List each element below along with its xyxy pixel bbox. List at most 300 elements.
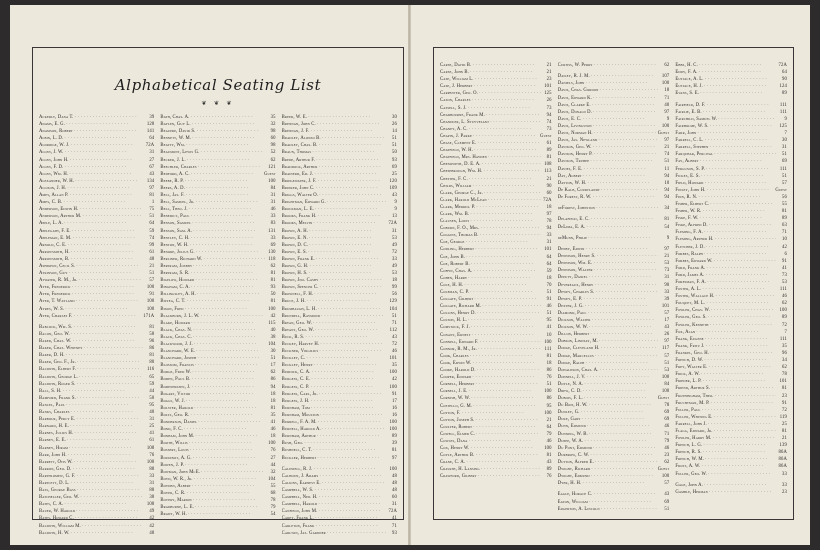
table-number: 100 <box>661 81 670 87</box>
dot-leader <box>191 483 265 490</box>
guest-name: Arnold, C. E. <box>39 242 67 248</box>
table-number: 96 <box>149 339 155 345</box>
guest-name: Dupee, W. A. <box>557 438 584 444</box>
table-number: 51 <box>270 356 276 362</box>
dot-leader <box>312 220 386 227</box>
right-page <box>411 5 810 545</box>
dot-leader <box>191 135 265 142</box>
guest-name: Dodge, Marcellus <box>557 353 594 359</box>
table-number: 72 <box>782 407 788 413</box>
dot-leader <box>66 437 143 444</box>
table-number: 31 <box>270 200 276 206</box>
guest-name: Barney, Hiram <box>39 445 68 451</box>
dot-leader <box>485 112 541 119</box>
seating-entry <box>558 87 670 94</box>
guest-name: Carleton, Frank <box>281 523 315 529</box>
table-number: 53 <box>664 367 670 373</box>
seating-entry <box>675 293 787 300</box>
dot-leader <box>704 76 776 83</box>
dot-leader <box>321 426 386 433</box>
dot-leader <box>592 491 658 498</box>
seating-entry <box>558 416 670 423</box>
table-number: 68 <box>270 490 276 496</box>
dot-leader <box>190 171 264 178</box>
dot-leader <box>698 62 776 69</box>
seating-entry <box>39 263 154 270</box>
guest-name: Fairfield, D. F. <box>675 102 706 108</box>
dot-leader <box>471 97 541 104</box>
table-number: 84 <box>270 185 276 191</box>
table-number: 21 <box>664 254 670 260</box>
guest-name: Bartlett, D. L. <box>39 480 70 486</box>
guest-name: Ebbs, H. C. <box>675 63 698 68</box>
guest-name: Coggins, Thomas B. <box>440 233 479 239</box>
dot-leader <box>709 350 776 357</box>
table-number: 86 <box>149 346 155 352</box>
seating-entry <box>160 171 275 178</box>
guest-name: Ford, Frank A. <box>675 265 706 271</box>
seating-entry <box>39 523 154 530</box>
table-number: 17 <box>270 363 276 369</box>
table-number: 86 <box>270 377 276 383</box>
seating-entry <box>675 463 787 470</box>
dot-leader <box>65 121 143 128</box>
table-number: 31 <box>270 193 276 199</box>
table-number: 56 <box>391 292 397 298</box>
seating-entry <box>558 491 670 498</box>
seating-entry <box>558 338 670 345</box>
guest-name: Bryant, Geo. W. <box>281 327 315 333</box>
guest-name: Blanchard, W. E. <box>160 349 196 355</box>
table-number: 51 <box>546 290 552 295</box>
table-number: 61 <box>149 438 155 444</box>
seating-entry <box>39 423 154 430</box>
dot-leader <box>304 334 386 341</box>
guest-name: Albin, L. D. <box>39 136 64 142</box>
seating-entry <box>440 119 552 126</box>
table-number: 23 <box>664 452 670 458</box>
table-number: 35 <box>270 115 276 120</box>
guest-name: Farrell, C. L. <box>675 138 704 144</box>
guest-name: Devereaux, Henry <box>557 282 594 288</box>
table-number: 59 <box>546 268 552 274</box>
seating-entry <box>675 76 787 83</box>
seating-entry <box>440 126 552 133</box>
seating-entry <box>39 121 154 128</box>
dot-leader <box>698 215 776 222</box>
table-number: 51 <box>149 271 155 277</box>
dot-leader <box>702 449 776 456</box>
table-number: 39 <box>391 441 397 447</box>
seating-entry <box>558 317 670 324</box>
dot-leader <box>472 268 540 275</box>
dot-leader <box>184 462 265 469</box>
seating-entry <box>39 359 154 366</box>
seating-entry <box>558 194 670 201</box>
dot-leader <box>307 114 386 121</box>
dot-leader <box>582 166 658 173</box>
table-number: 71 <box>664 95 670 101</box>
guest-name: Bonham, John M. <box>160 434 195 440</box>
seating-column <box>160 114 275 537</box>
guest-name: Foster, A. L. <box>675 287 702 293</box>
table-number: 90 <box>664 282 670 288</box>
dot-leader <box>581 480 658 487</box>
table-number: 72 <box>391 249 397 255</box>
table-number: 86A <box>778 464 788 470</box>
dot-leader <box>192 327 264 334</box>
table-number: 81 <box>270 405 276 411</box>
table-number: 9 <box>666 235 670 241</box>
seating-entry <box>675 364 787 371</box>
dot-leader <box>589 452 658 459</box>
table-number: 72A <box>543 197 552 203</box>
table-number: 100 <box>268 178 276 184</box>
guest-name: Blackwood, J. J. <box>160 342 193 347</box>
seating-entry <box>675 300 787 307</box>
table-number: 81 <box>149 324 155 330</box>
dot-leader <box>311 149 386 156</box>
dot-leader <box>587 235 658 242</box>
table-number: 72 <box>782 322 788 328</box>
table-number: 86A <box>778 450 788 456</box>
guest-name: Donaldson, Chas. A. <box>557 367 599 373</box>
dot-leader <box>78 374 143 381</box>
seating-entry <box>675 166 787 173</box>
dot-leader <box>476 367 541 374</box>
dot-leader <box>592 445 658 452</box>
table-number: 81 <box>546 155 552 161</box>
seating-entry <box>558 331 670 338</box>
guest-name: Breed, W. E. <box>281 115 308 120</box>
guest-name: Durbrow, C. W. <box>557 452 590 458</box>
seating-entry <box>160 483 275 490</box>
seating-entry <box>282 242 397 249</box>
seating-entry <box>160 313 275 320</box>
table-number: 62 <box>782 365 788 371</box>
seating-entry <box>39 298 154 305</box>
dot-leader <box>197 164 265 171</box>
dot-leader <box>81 523 143 530</box>
guest-name: Farr, John <box>675 131 697 137</box>
dot-leader <box>600 187 658 194</box>
seating-entry <box>160 228 275 235</box>
table-number: 46 <box>270 207 276 213</box>
dot-leader <box>67 452 144 459</box>
seating-entry <box>675 116 787 123</box>
guest-name: Brown, Spencer C. <box>281 285 319 291</box>
guest-name: Delafield, E. C. <box>557 217 590 223</box>
seating-entry <box>282 213 397 220</box>
seating-entry <box>558 130 670 137</box>
seating-entry <box>39 192 154 199</box>
table-number: 42 <box>149 523 155 529</box>
seating-entry <box>675 258 787 265</box>
table-number: 111 <box>779 287 788 293</box>
seating-entry <box>558 180 670 187</box>
seating-entry <box>160 426 275 433</box>
table-number: 31 <box>149 150 155 156</box>
dot-leader <box>474 76 541 83</box>
guest-name: Foresman, F. A. <box>675 280 707 285</box>
table-number: 57 <box>782 180 788 186</box>
seating-column <box>282 114 397 537</box>
dot-leader <box>73 430 143 437</box>
table-number: 100 <box>779 308 788 314</box>
dot-leader <box>709 322 776 329</box>
dot-leader <box>191 220 264 227</box>
dot-leader <box>318 348 386 355</box>
seating-entry <box>558 395 670 402</box>
seating-entry <box>282 277 397 284</box>
guest-name: Clark, Merrill P. <box>440 204 476 210</box>
seating-entry <box>282 398 397 405</box>
seating-entry <box>558 216 670 223</box>
dot-leader <box>477 346 541 353</box>
guest-name: Bond, F. C. <box>160 427 183 433</box>
seating-entry <box>675 215 787 222</box>
guest-name: Bowman, John McE. <box>160 469 201 475</box>
table-number: 25 <box>391 171 397 177</box>
seating-entry <box>39 178 154 185</box>
dot-leader <box>699 90 776 97</box>
seating-entry <box>160 327 275 334</box>
guest-name: Boden, Paul B. <box>160 377 191 383</box>
guest-name: Alexander, W. H. <box>39 178 75 184</box>
table-number: 90 <box>782 77 788 83</box>
dot-leader <box>487 197 541 204</box>
dot-leader <box>189 270 264 277</box>
guest-name: Blackburn, J. L. W. <box>160 313 200 319</box>
guest-name: Buck, R. S. <box>281 334 305 340</box>
dot-leader <box>75 298 144 305</box>
seating-entry <box>440 374 552 381</box>
seating-entry <box>160 178 275 185</box>
seating-entry <box>282 391 397 398</box>
seating-entry <box>558 224 670 231</box>
seating-entry <box>160 192 275 199</box>
guest-name: Curtiss, W. Perry <box>557 63 593 68</box>
seating-entry <box>440 112 552 119</box>
guest-name: Bossert, Louis <box>160 448 189 454</box>
guest-name: Blake, Howard <box>160 320 191 326</box>
dot-leader <box>195 128 264 135</box>
seating-entry <box>39 501 154 508</box>
guest-name: Brede, Arthur F. <box>281 157 316 163</box>
seating-entry <box>282 228 397 235</box>
table-number: 104 <box>268 342 276 347</box>
dot-leader <box>191 384 265 391</box>
dot-leader <box>63 149 143 156</box>
table-number: 72A <box>388 509 397 515</box>
guest-name: Dillon, Herbert <box>557 332 590 338</box>
seating-entry <box>675 350 787 357</box>
table-number: 30 <box>270 349 276 355</box>
guest-name: Anderson, Edwin H. <box>39 207 79 213</box>
table-number: 62 <box>664 459 670 465</box>
seating-entry <box>440 261 552 268</box>
table-number: 100 <box>661 374 670 380</box>
dot-leader <box>713 151 776 158</box>
dot-leader <box>306 298 386 305</box>
dot-leader <box>710 307 776 314</box>
seating-entry <box>282 164 397 171</box>
guest-name: Appleman, E. M. <box>39 235 72 241</box>
guest-name: Cooper, Edward <box>440 375 472 381</box>
guest-name: Ford, James A. <box>675 272 705 278</box>
table-number: 58 <box>149 332 155 337</box>
dot-leader <box>314 206 386 213</box>
guest-name: Bogart, Victor <box>160 391 191 397</box>
dot-leader <box>474 246 541 253</box>
guest-name: Boyden, Albert <box>160 483 191 489</box>
dot-leader <box>701 407 776 414</box>
table-number: 64 <box>149 221 155 227</box>
dot-leader <box>314 523 386 530</box>
table-number: 108 <box>146 502 155 508</box>
table-number: 100 <box>544 446 552 452</box>
guest-name: Brennan, John C. <box>281 122 316 128</box>
table-number: 39 <box>664 296 670 302</box>
dot-leader <box>706 279 776 286</box>
guest-name: Coburn, F. O., Mrs. <box>440 226 480 232</box>
table-number: 108 <box>146 445 155 451</box>
guest-name: Frost, A. W. <box>675 464 701 470</box>
dot-leader <box>190 376 264 383</box>
dot-leader <box>76 487 144 494</box>
dot-leader <box>703 357 776 364</box>
seating-entry <box>160 433 275 440</box>
seating-entry <box>160 320 275 327</box>
table-number: 72A <box>145 143 155 149</box>
table-number: 95 <box>546 403 552 409</box>
seating-entry <box>440 190 552 197</box>
table-number: 44 <box>149 388 155 394</box>
seating-entry <box>558 445 670 452</box>
guest-name: Adams, E. G. <box>39 122 65 128</box>
table-number: 94 <box>546 112 552 118</box>
seating-entry <box>558 166 670 173</box>
dot-leader <box>192 263 265 270</box>
dot-leader <box>318 192 386 199</box>
table-number: 46 <box>664 424 670 430</box>
table-number: 60 <box>270 136 276 142</box>
seating-entry <box>282 298 397 305</box>
table-number: 64 <box>546 424 552 430</box>
seating-entry <box>675 336 787 343</box>
seating-entry <box>440 445 552 452</box>
dot-leader <box>316 455 386 462</box>
table-number: 65 <box>149 374 155 380</box>
guest-name: Clausen, Louis <box>440 219 470 225</box>
dot-leader <box>194 277 264 284</box>
dot-leader <box>70 409 144 416</box>
guest-name: Carlton, Jas. Gardner <box>281 530 326 536</box>
dot-leader <box>479 339 541 346</box>
guest-name: Burnham, Moulton <box>281 412 320 418</box>
guest-name: Cole, H. H. <box>440 282 464 288</box>
guest-name: Bacon, Geo. W. <box>39 332 70 337</box>
guest-name: Brown, G. H. <box>281 263 309 269</box>
guest-name: Davison, Henry P. <box>557 152 593 158</box>
seating-entry <box>558 260 670 267</box>
table-number: 94 <box>664 194 670 200</box>
table-number: Guest <box>540 133 552 139</box>
seating-entry <box>282 508 397 515</box>
seating-entry <box>39 352 154 359</box>
seating-entry <box>675 456 787 463</box>
seating-entry <box>675 449 787 456</box>
guest-name: Bolster, Harold <box>160 405 194 411</box>
guest-name: Childs, William <box>440 183 472 189</box>
table-number: 18 <box>391 278 397 284</box>
dot-leader <box>463 282 540 289</box>
guest-name: Boggs, W. J. <box>160 398 186 404</box>
table-number: 67 <box>149 164 155 170</box>
dot-leader <box>190 114 265 121</box>
guest-name: Dobson, Lindsay, M. <box>557 339 599 345</box>
left-seating-columns <box>39 114 397 537</box>
seating-entry <box>282 192 397 199</box>
guest-name: Bertram, S. R. <box>160 271 190 277</box>
table-number: 14 <box>391 129 397 135</box>
dot-leader <box>597 137 658 144</box>
dot-leader <box>697 194 776 201</box>
table-number: 171A <box>143 313 155 319</box>
dot-leader <box>69 192 144 199</box>
guest-name: Arrowsmith, H. <box>39 249 70 255</box>
table-number: 61 <box>149 249 155 255</box>
guest-name: Benton, W. H. <box>160 242 189 248</box>
guest-name: Dailey, R. J. M. <box>557 74 590 80</box>
table-number: 95 <box>546 318 552 324</box>
dot-leader <box>471 374 540 381</box>
table-number: 113 <box>544 169 552 175</box>
seating-entry <box>282 263 397 270</box>
guest-name: Frankel, Geo. H. <box>675 350 710 356</box>
table-number: 62 <box>270 370 276 376</box>
dot-leader <box>62 199 143 206</box>
guest-name: Chapin, J. Parke <box>440 133 472 139</box>
seating-entry <box>160 199 275 206</box>
dot-leader <box>471 183 540 190</box>
table-number: 100 <box>389 427 397 433</box>
table-number: 31 <box>546 240 552 246</box>
dot-leader <box>593 130 658 137</box>
seating-entry <box>675 109 787 116</box>
seating-entry <box>160 157 275 164</box>
seating-entry <box>160 270 275 277</box>
guest-name: Davis, Jas. Newland <box>557 138 598 144</box>
guest-name: Collins, Henry D. <box>440 311 476 317</box>
dot-leader <box>695 329 776 336</box>
seating-entry <box>440 76 552 83</box>
table-number: 89 <box>782 91 788 97</box>
guest-name: Davison, Trubee <box>557 159 590 165</box>
table-number: 93 <box>391 157 397 163</box>
seating-entry <box>282 320 397 327</box>
dot-leader <box>79 494 143 501</box>
seating-entry <box>282 220 397 227</box>
seating-entry <box>39 515 154 522</box>
dot-leader <box>313 291 386 298</box>
table-number: 41 <box>391 516 397 522</box>
guest-name: Connor, R. M., Jr. <box>440 346 477 352</box>
guest-name: Baldwin, Roger S. <box>39 381 76 387</box>
dot-leader <box>469 69 541 76</box>
dot-leader <box>81 213 143 220</box>
table-number: 100 <box>544 339 552 345</box>
